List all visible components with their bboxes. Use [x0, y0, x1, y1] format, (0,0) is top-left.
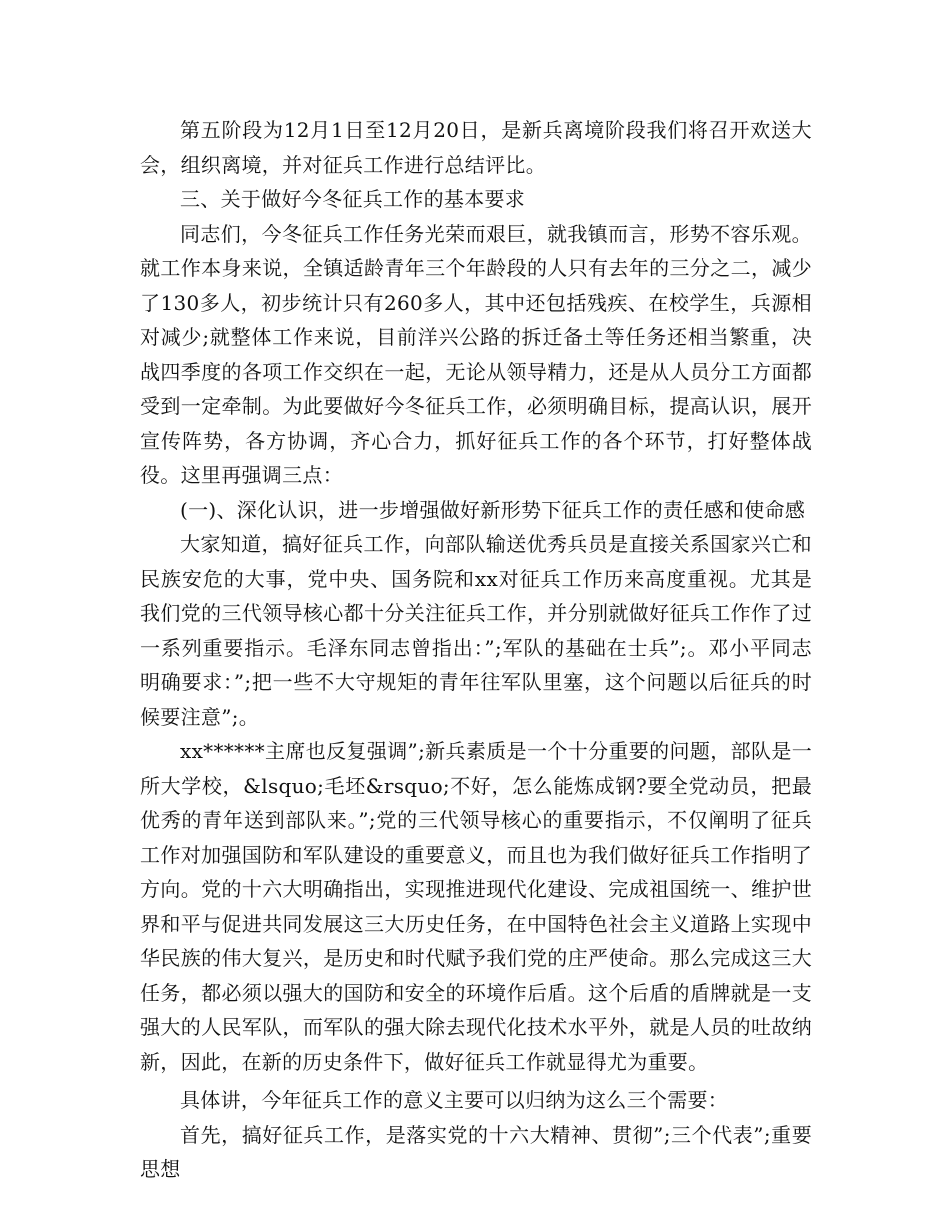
- subsection-heading-awareness: (一)、深化认识，进一步增强做好新形势下征兵工作的责任感和使命感: [180, 497, 806, 522]
- paragraph-situation: 同志们，今冬征兵工作任务光荣而艰巨，就我镇而言，形势不容乐观。就工作本身来说，全镇适龄青年三个年龄段的人只有去年的三分之二，减少了130多人，初步统计只有260多人，其中还包括残疾、在校学生，兵源相对减少;就整体工作来说，目前洋兴公路的拆迁备土等任务还相当繁重，决战四季度的各项工作交织在一起，无论从领导精力，还是从人员分工方面都受到一定牵制。为此要做好今冬征兵工作，必须明确目标，提高认识，展开宣传阵势，各方协调，齐心合力，抓好征兵工作的各个环节，打好整体战役。这里再强调三点：: [140, 221, 812, 487]
- paragraph-quote-chairman: xx******主席也反复强调”;新兵素质是一个十分重要的问题，部队是一所大学校，&lsquo;毛坯&rsquo;不好，怎么能炼成钢?要全党动员，把最优秀的青年送到部队来。”;党的三代领导核心的重要指示，不仅阐明了征兵工作对加强国防和军队建设的重要意义，而且也为我们做好征兵工作指明了方向。党的十六大明确指出，实现推进现代化建设、完成祖国统一、维护世界和平与促进共同发展这三大历史任务，在中国特色社会主义道路上实现中华民族的伟大复兴，是历史和时代赋予我们党的庄严使命。那么完成这三大任务，都必须以强大的国防和安全的环境作后盾。这个后盾的盾牌就是一支强大的人民军队，而军队的强大除去现代化技术水平外，就是人员的吐故纳新，因此，在新的历史条件下，做好征兵工作就显得尤为重要。: [140, 739, 812, 1074]
- paragraph-first-need: 首先，搞好征兵工作，是落实党的十六大精神、贯彻”;三个代表”;重要思想: [140, 1122, 812, 1181]
- paragraph-three-needs: 具体讲，今年征兵工作的意义主要可以归纳为这么三个需要：: [180, 1088, 729, 1112]
- section-heading-requirements: 三、关于做好今冬征兵工作的基本要求: [180, 187, 526, 211]
- paragraph-importance: 大家知道，搞好征兵工作，向部队输送优秀兵员是直接关系国家兴亡和民族安危的大事，党中央、国务院和xx对征兵工作历来高度重视。尤其是我们党的三代领导核心都十分关注征兵工作，并分别就做好征兵工作作了过一系列重要指示。毛泽东同志曾指出：”;军队的基础在士兵”;。邓小平同志明确要求：”;把一些不大守规矩的青年往军队里塞，这个问题以后征兵的时候要注意”;。: [140, 532, 812, 729]
- paragraph-stage-five: 第五阶段为12月1日至12月20日，是新兵离境阶段我们将召开欢送大会，组织离境，并对征兵工作进行总结评比。: [140, 118, 812, 177]
- document-body: [140, 113, 812, 1187]
